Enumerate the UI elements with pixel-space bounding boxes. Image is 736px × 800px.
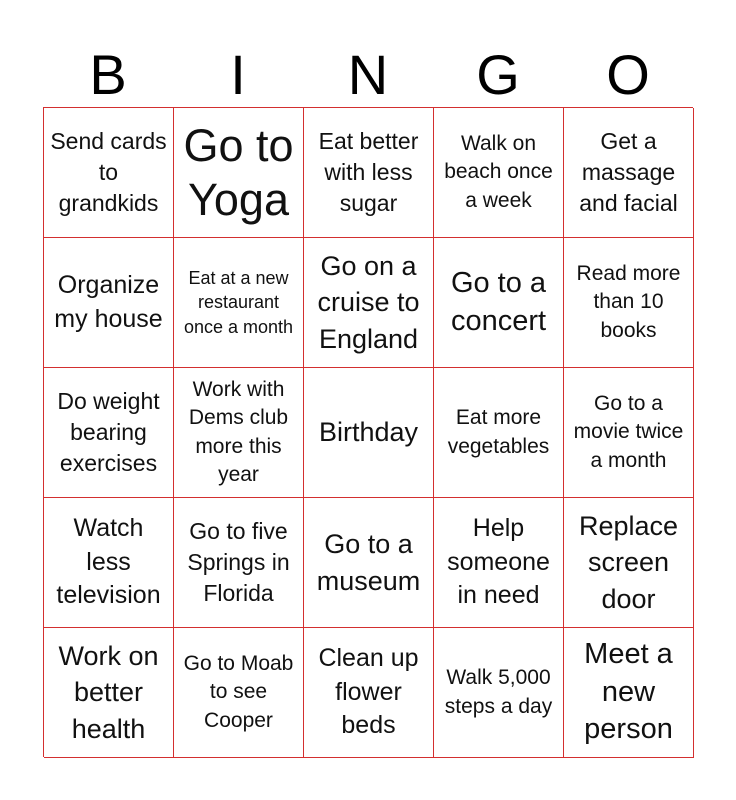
cell-text: Eat better with less sugar <box>318 127 419 217</box>
bingo-cell[interactable] <box>564 108 694 238</box>
bingo-cell[interactable] <box>174 498 304 628</box>
bingo-cell[interactable] <box>434 628 564 758</box>
cell-text: Go to a movie twice a month <box>573 391 684 472</box>
cell-text: Work with Dems club more this year <box>188 377 289 486</box>
bingo-cell[interactable] <box>434 368 564 498</box>
header-letter-n: N <box>347 43 389 106</box>
header-letter-g: G <box>476 43 520 106</box>
bingo-cell[interactable] <box>44 108 174 238</box>
cell-text: Eat more vegetables <box>447 406 550 458</box>
cell-text: Go to a museum <box>316 529 421 596</box>
bingo-cell[interactable] <box>434 498 564 628</box>
header-letter-b: B <box>89 43 127 106</box>
cell-text: Go to Moab to see Cooper <box>183 651 294 732</box>
bingo-cell[interactable] <box>304 238 434 368</box>
bingo-cell[interactable] <box>564 238 694 368</box>
cell-text: Work on better health <box>58 640 159 744</box>
bingo-cell[interactable] <box>174 628 304 758</box>
cell-text: Clean up flower beds <box>318 643 419 740</box>
header-letter-i: I <box>230 43 246 106</box>
cell-text: Replace screen door <box>578 510 679 614</box>
cell-text: Go to Yoga <box>183 119 294 225</box>
bingo-cell[interactable] <box>44 628 174 758</box>
cell-text: Birthday <box>318 417 419 448</box>
bingo-cell[interactable] <box>174 238 304 368</box>
bingo-cell[interactable] <box>564 498 694 628</box>
cell-text: Go on a cruise to England <box>317 250 420 354</box>
cell-text: Do weight bearing exercises <box>57 387 160 477</box>
bingo-header <box>43 44 693 106</box>
bingo-cell[interactable] <box>564 628 694 758</box>
bingo-cell[interactable] <box>174 368 304 498</box>
cell-text: Send cards to grandkids <box>50 127 167 217</box>
bingo-cell[interactable] <box>174 108 304 238</box>
cell-text: Eat at a new restaurant once a month <box>183 268 294 337</box>
bingo-cell[interactable] <box>304 628 434 758</box>
header-letter-o: O <box>606 43 650 106</box>
cell-text: Meet a new person <box>584 637 673 746</box>
bingo-cell[interactable] <box>304 498 434 628</box>
cell-text: Read more than 10 books <box>576 261 681 342</box>
bingo-cell[interactable] <box>44 238 174 368</box>
cell-text: Get a massage and facial <box>579 127 678 217</box>
cell-text: Walk 5,000 steps a day <box>444 666 553 718</box>
cell-text: Help someone in need <box>447 513 550 610</box>
cell-text: Go to a concert <box>450 266 547 337</box>
cell-text: Organize my house <box>54 270 163 333</box>
bingo-cell[interactable] <box>304 368 434 498</box>
bingo-cell[interactable] <box>304 108 434 238</box>
cell-text: Go to five Springs in Florida <box>187 517 290 607</box>
bingo-cell[interactable] <box>434 238 564 368</box>
bingo-cell[interactable] <box>564 368 694 498</box>
bingo-board <box>43 107 693 757</box>
bingo-cell[interactable] <box>434 108 564 238</box>
bingo-cell[interactable] <box>44 368 174 498</box>
bingo-cell[interactable] <box>44 498 174 628</box>
cell-text: Watch less television <box>56 513 161 610</box>
cell-text: Walk on beach once a week <box>444 131 553 212</box>
